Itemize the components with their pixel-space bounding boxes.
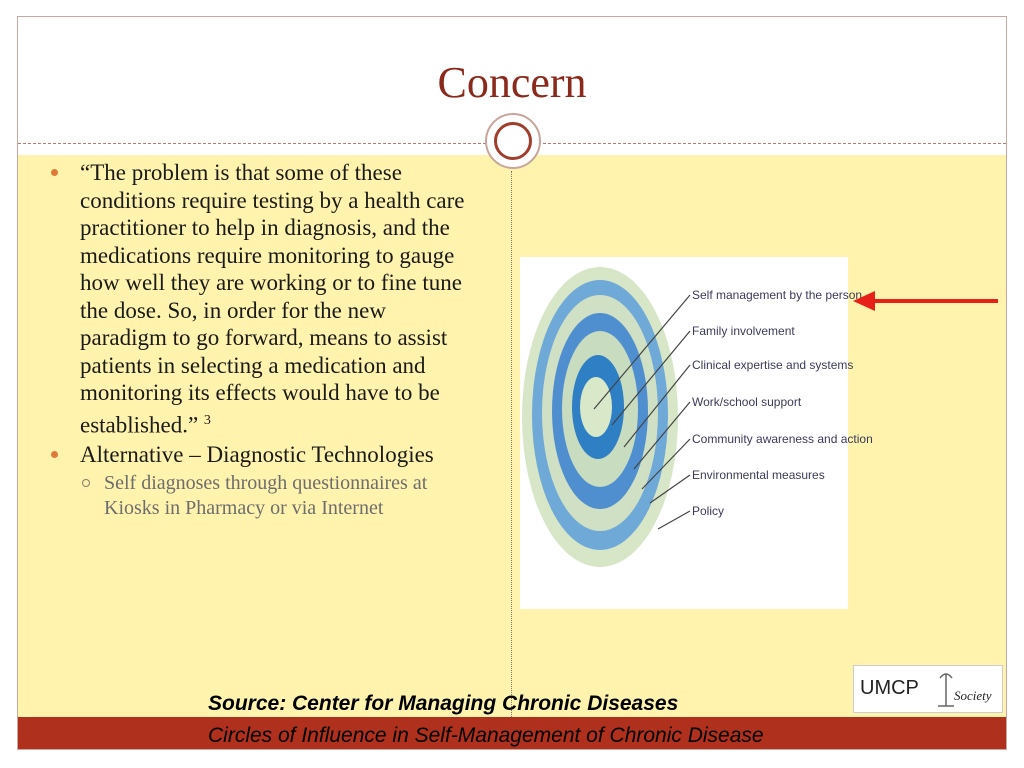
bullet-text: “The problem is that some of these conditions require testing by a health care practitioner to help in diagnosis, and the medications require monitoring to gauge how well they are working or to fine tune the dose. So, in order for the new paradigm to go forward, means to assist patients in selecting a medication and monitoring its effects would have to be established.” <box>80 160 465 438</box>
sub-bullet-ring-icon <box>82 479 90 487</box>
logo-text: UMCP <box>860 677 919 699</box>
figure-label: Work/school support <box>692 395 802 409</box>
footnote-ref: 3 <box>203 412 211 428</box>
bullet-item-quote <box>48 159 478 439</box>
source-caption: Circles of Influence in Self-Management of Chronic Disease <box>208 724 764 747</box>
circles-of-influence-figure <box>520 257 873 609</box>
bullet-dot-icon <box>51 451 58 458</box>
logo-script: Society <box>954 688 992 703</box>
slide <box>17 16 1007 750</box>
bullet-text: Alternative – Diagnostic Technologies <box>80 441 434 467</box>
slide-title: Concern <box>437 58 587 107</box>
figure-label: Environmental measures <box>692 468 825 482</box>
umcp-society-logo <box>853 665 1003 713</box>
figure-label: Policy <box>692 504 725 518</box>
divider-ornament <box>485 113 541 169</box>
column-divider <box>511 171 512 717</box>
figure-label: Community awareness and action <box>692 432 873 446</box>
bullet-list <box>48 159 478 520</box>
figure-label: Family involvement <box>692 324 795 338</box>
figure-label: Self management by the person <box>692 288 863 302</box>
bullet-item-alternative <box>48 441 478 469</box>
sub-bullet-item <box>82 471 478 520</box>
source-line: Source: Center for Managing Chronic Diseases <box>208 692 679 715</box>
leader-line <box>658 511 690 529</box>
figure-label: Clinical expertise and systems <box>692 358 854 372</box>
logo-graphic <box>854 666 1002 712</box>
divider-ornament-ring <box>494 122 532 160</box>
concentric-circles-diagram <box>520 257 873 609</box>
red-arrow-icon <box>853 289 1003 313</box>
bullet-dot-icon <box>51 169 58 176</box>
sub-bullet-text: Self diagnoses through questionnaires at Kiosks in Pharmacy or via Internet <box>104 472 428 519</box>
